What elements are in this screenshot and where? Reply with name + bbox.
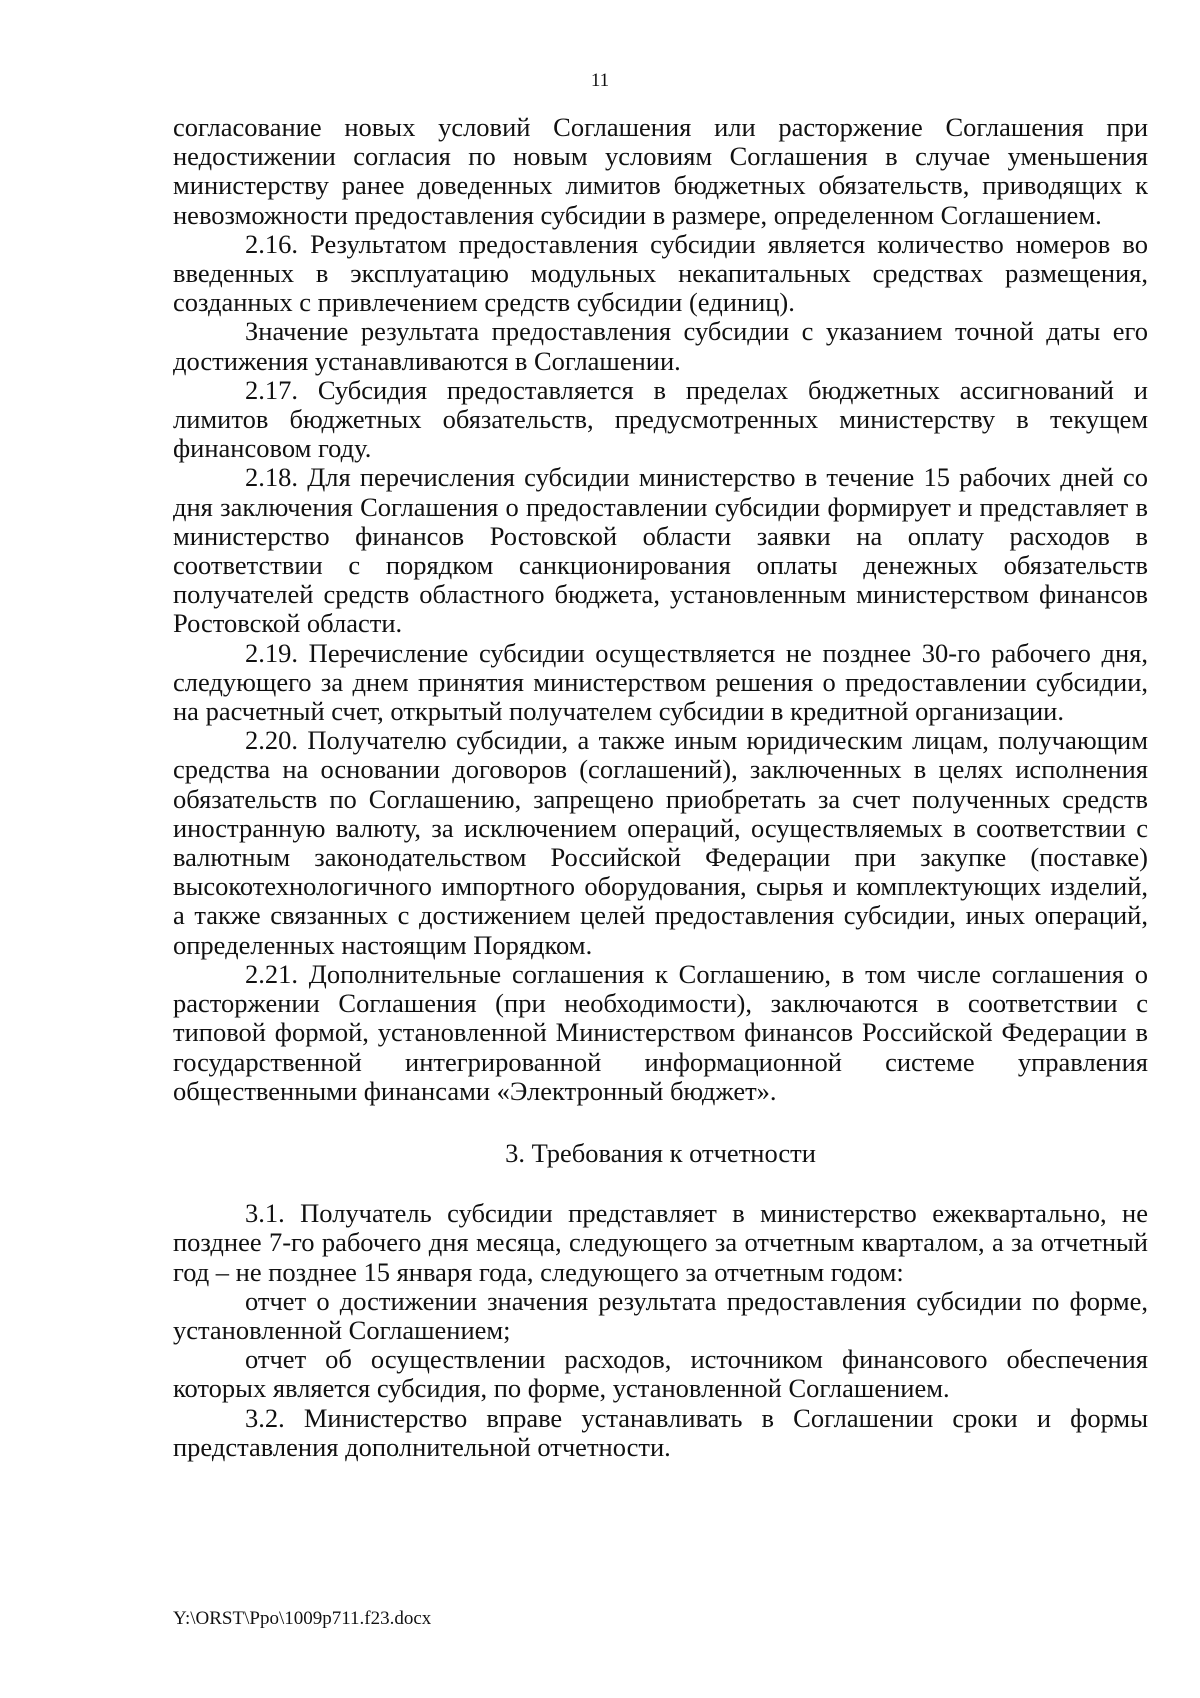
paragraph-3-1-report-expenses: отчет об осуществлении расходов, источником финансового обеспечения которых является субсидия, по форме, установленной Соглашением. bbox=[173, 1344, 1148, 1404]
paragraph-2-18: 2.18. Для перечисления субсидии министерство в течение 15 рабочих дней со дня заключения Соглашения о предоставлении субсидии формирует и представляет в министерство финансов Ростовской области заявки на оплату расходов в соответствии с порядком санкционирования оплаты денежных обязательств получателей средств областного бюджета, установленным министерством финансов Ростовской области. bbox=[173, 462, 1148, 639]
section-heading: 3. Требования к отчетности bbox=[505, 1137, 816, 1168]
paragraph-2-16-result-value: Значение результата предоставления субсидии с указанием точной даты его достижения устанавливаются в Соглашении. bbox=[173, 316, 1148, 376]
file-path-footer: Y:\ORST\Ppo\1009p711.f23.docx bbox=[173, 1608, 432, 1629]
paragraph-2-19: 2.19. Перечисление субсидии осуществляется не позднее 30-го рабочего дня, следующего за днем принятия министерством решения о предоставлении субсидии, на расчетный счет, открытый получателем субсидии в кредитной организации. bbox=[173, 637, 1148, 727]
paragraph-3-2: 3.2. Министерство вправе устанавливать в Соглашении сроки и формы представления дополнительной отчетности. bbox=[173, 1402, 1148, 1462]
paragraph-2-20: 2.20. Получателю субсидии, а также иным юридическим лицам, получающим средства на основании договоров (соглашений), заключенных в целях исполнения обязательств по Соглашению, запрещено приобретать за счет полученных средств иностранную валюту, за исключением операций, осуществляемых в соответствии с валютным законодательством Российской Федерации при закупке (поставке) высокотехнологичного импортного оборудования, сырья и комплектующих изделий, а также связанных с достижением целей предоставления субсидии, иных операций, определенных настоящим Порядком. bbox=[173, 725, 1148, 960]
document-body bbox=[173, 113, 1148, 1462]
paragraph-3-1-report-result: отчет о достижении значения результата предоставления субсидии по форме, установленной Соглашением; bbox=[173, 1285, 1148, 1345]
page-number: 11 bbox=[590, 70, 610, 91]
paragraph-2-16: 2.16. Результатом предоставления субсидии является количество номеров во введенных в эксплуатацию модульных некапитальных средствах размещения, созданных с привлечением средств субсидии (единиц). bbox=[173, 228, 1148, 318]
paragraph-2-17: 2.17. Субсидия предоставляется в пределах бюджетных ассигнований и лимитов бюджетных обязательств, предусмотренных министерству в текущем финансовом году. bbox=[173, 374, 1148, 464]
paragraph-continuation: согласование новых условий Соглашения или расторжение Соглашения при недостижении согласия по новым условиям Соглашения в случае уменьшения министерству ранее доведенных лимитов бюджетных обязательств, приводящих к невозможности предоставления субсидии в размере, определенном Соглашением. bbox=[173, 112, 1148, 230]
paragraph-2-21: 2.21. Дополнительные соглашения к Соглашению, в том числе соглашения о расторжении Соглашения (при необходимости), заключаются в соответствии с типовой формой, установленной Министерством финансов Российской Федерации в государственной интегрированной информационной системе управления общественными финансами «Электронный бюджет». bbox=[173, 958, 1148, 1106]
paragraph-3-1: 3.1. Получатель субсидии представляет в министерство ежеквартально, не позднее 7-го рабочего дня месяца, следующего за отчетным кварталом, а за отчетный год – не позднее 15 января года, следующего за отчетным годом: bbox=[173, 1198, 1148, 1287]
